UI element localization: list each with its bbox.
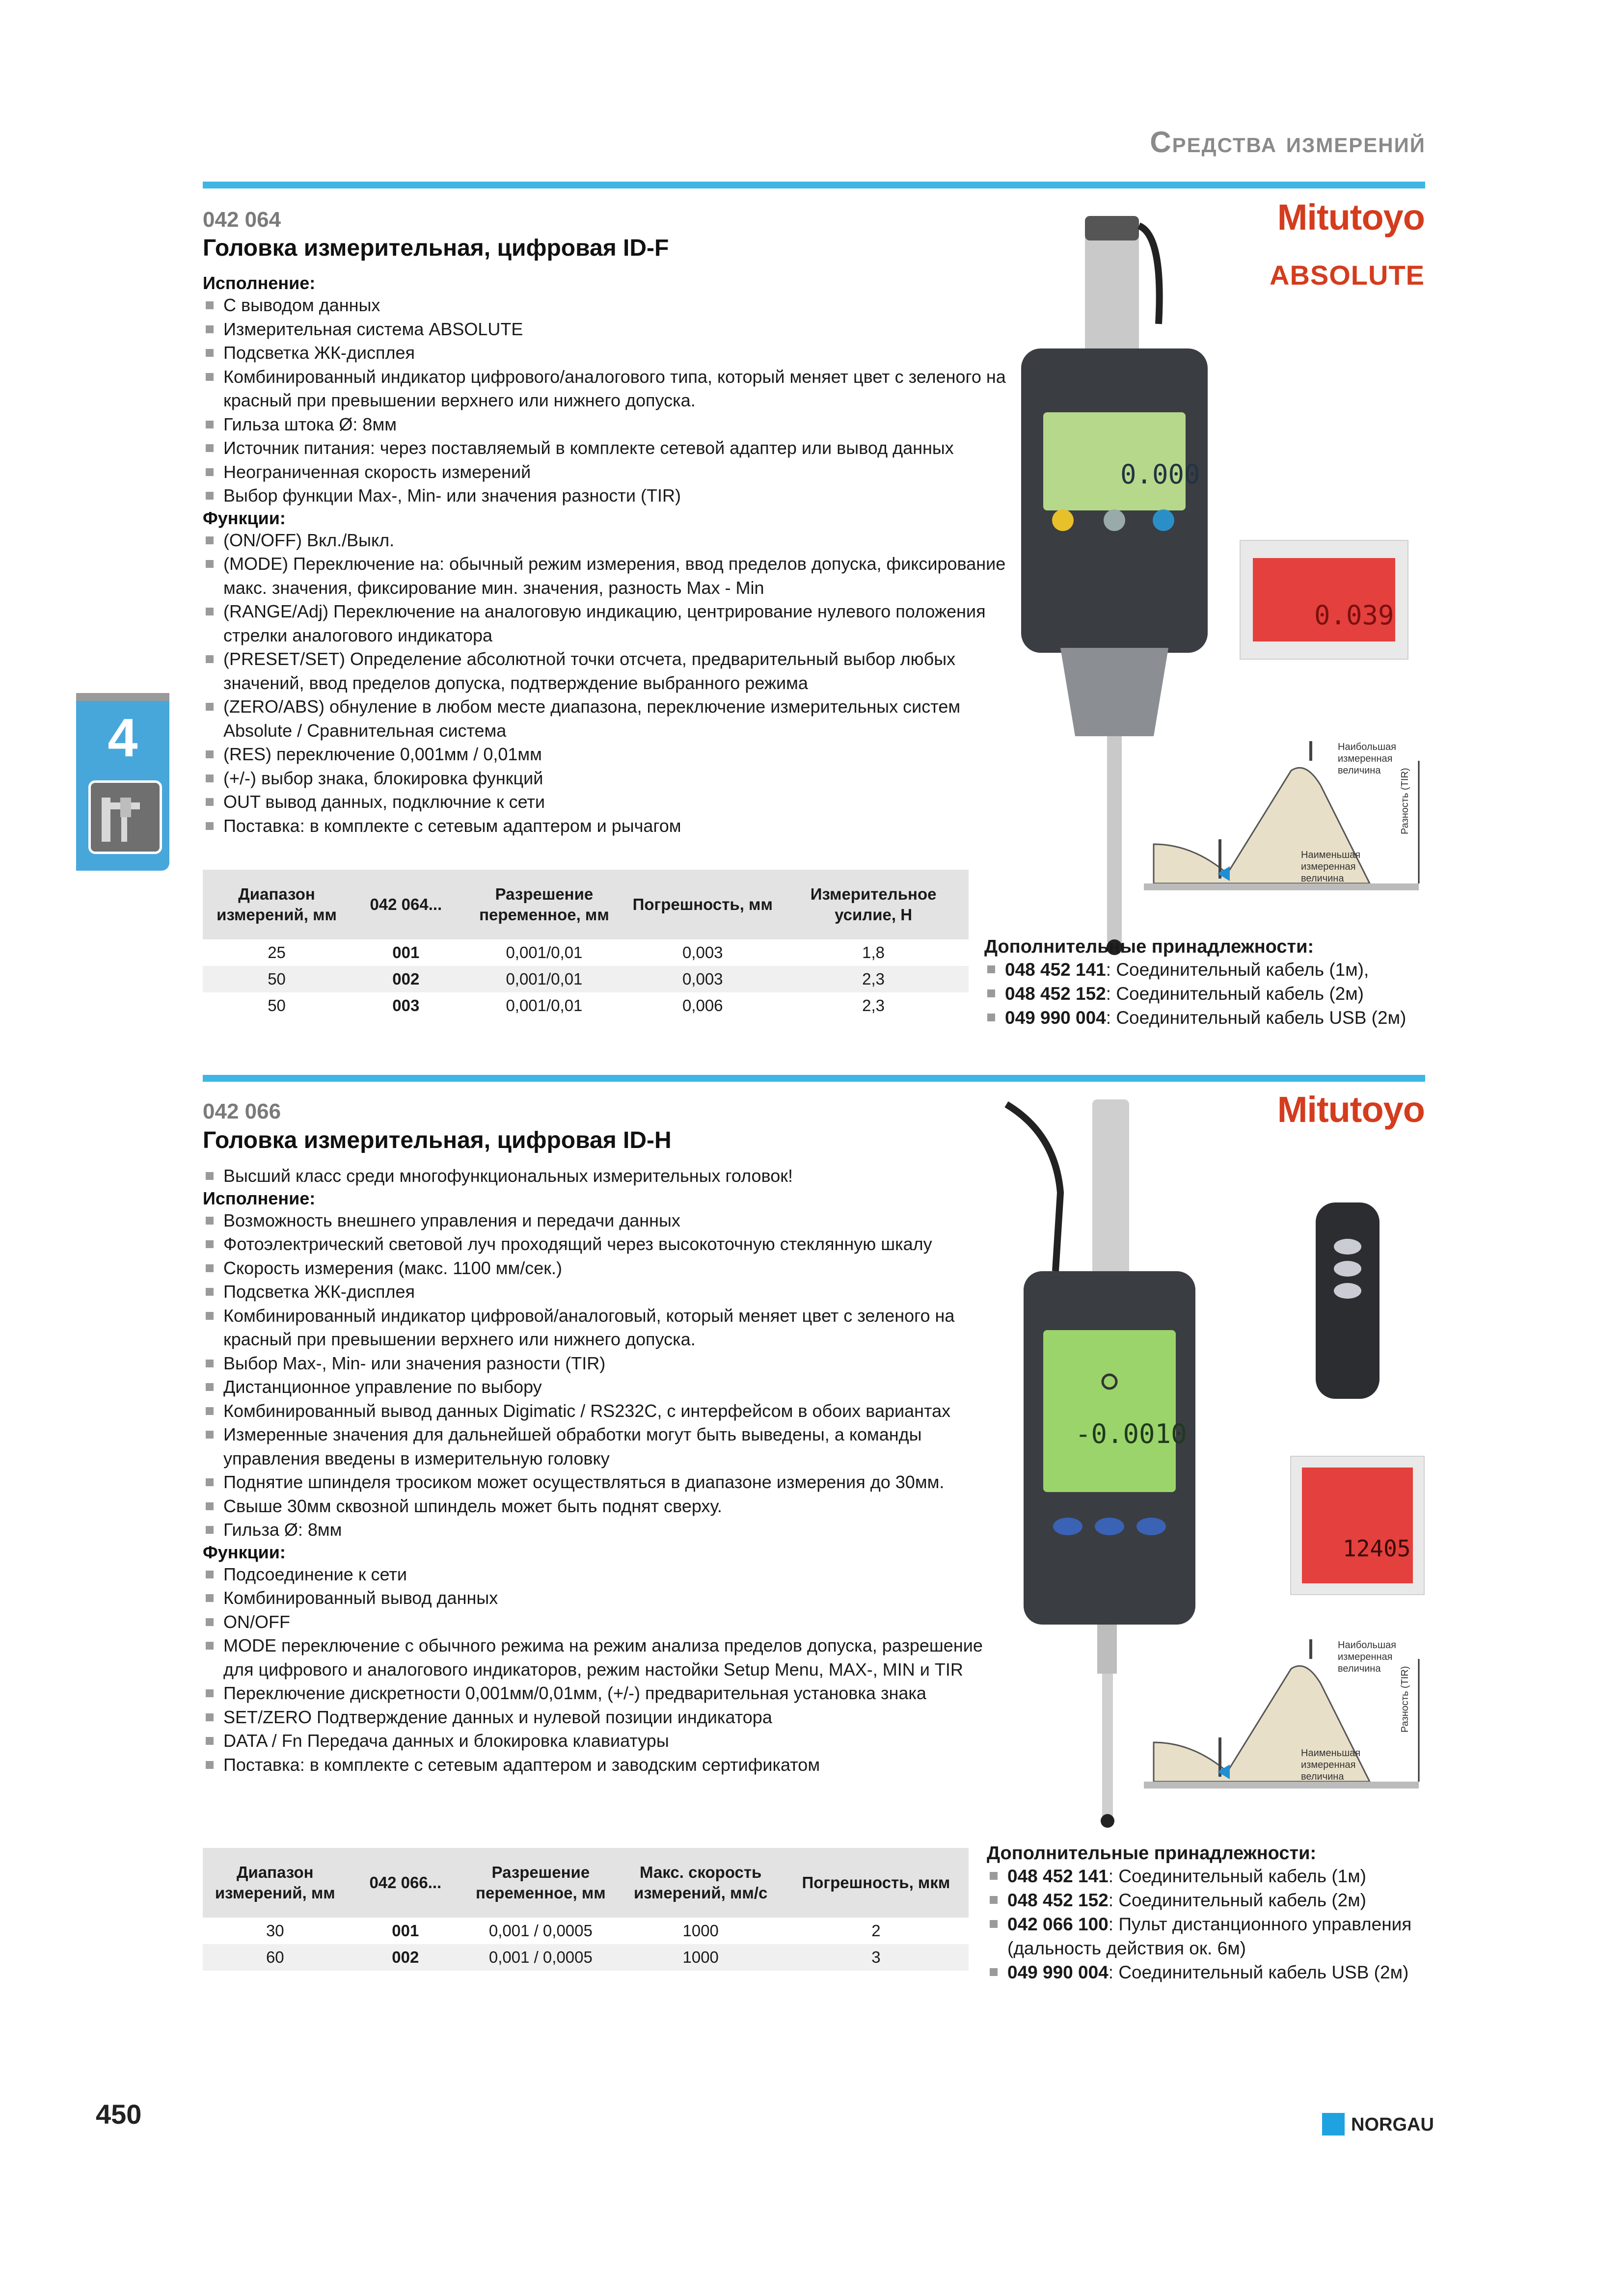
table-cell: 0,001 / 0,0005: [488, 1922, 593, 1940]
accessories-heading: Дополнительные принадлежности:: [987, 1843, 1317, 1864]
top-rule: [203, 182, 1425, 188]
list-item: Поднятие шпинделя тросиком может осуществляться в диапазоне измерения до 30мм.: [203, 1470, 1008, 1495]
table-cell: 0,003: [627, 966, 778, 992]
norgau-logo-square: [1322, 2113, 1345, 2136]
list-item: Комбинированный индикатор цифрового/аналогового типа, который меняет цвет с зеленого на красный при превышении верхнего или нижнего допуска.: [203, 365, 1008, 413]
list-item: MODE переключение с обычного режима на режим анализа пределов допуска, разрешение для цифрового и аналогового индикаторов, режим настойки Setup Menu, MAX-, MIN и TIR: [203, 1634, 1008, 1682]
list-item: Выбор функции Max-, Min- или значения разности (TIR): [203, 484, 1008, 508]
list-item: (RANGE/Adj) Переключение на аналоговую индикацию, центрирование нулевого положения стрелки аналогового индикатора: [203, 600, 1008, 647]
list-item: Дистанционное управление по выбору: [203, 1375, 1008, 1399]
list-item: (RES) переключение 0,001мм / 0,01мм: [203, 743, 1008, 767]
list-item: Гильза Ø: 8мм: [203, 1518, 1008, 1542]
mitutoyo-logo: Mitutoyo: [1277, 197, 1425, 238]
table-row: [203, 992, 969, 1019]
max-label: Наибольшая измеренная величина: [1338, 742, 1396, 776]
table-cell: 3: [784, 1944, 969, 1971]
table-cell: 0,001 / 0,0005: [463, 1944, 618, 1971]
list-item: OUT вывод данных, подключние к сети: [203, 790, 1008, 814]
table-header: 042 066...: [348, 1848, 463, 1918]
execution-list: [203, 1209, 1008, 1542]
tir-label: Разность (TIR): [1400, 768, 1410, 834]
list-item: Измерительная система ABSOLUTE: [203, 318, 1008, 342]
list-item: Комбинированный вывод данных: [203, 1586, 1008, 1610]
functions-heading: Функции:: [203, 507, 286, 528]
accessory-item: 048 452 152: Соединительный кабель (2м): [984, 982, 1426, 1006]
table-cell: 0,001/0,01: [461, 966, 627, 992]
list-item: Поставка: в комплекте с сетевым адаптером и заводским сертификатом: [203, 1753, 1008, 1777]
functions-heading: Функции:: [203, 1542, 286, 1562]
table-header: Диапазон измерений, мм: [203, 1848, 348, 1918]
list-item: Скорость измерения (макс. 1100 мм/сек.): [203, 1256, 1008, 1281]
table-cell: 2,3: [862, 996, 885, 1015]
list-item: Фотоэлектрический световой луч проходящий через высокоточную стеклянную шкалу: [203, 1232, 1008, 1256]
table-header: Погрешность, мм: [627, 870, 778, 939]
list-item: (PRESET/SET) Определение абсолютной точки отсчета, предварительный выбор любых значений, ввод пределов допуска, подтверждение выбранного режима: [203, 647, 1008, 695]
functions-list: [203, 1563, 1008, 1777]
red-display-value: 0.039: [1314, 600, 1394, 631]
accessory-item: 048 452 141: Соединительный кабель (1м): [987, 1864, 1429, 1888]
table-header: Макс. скорость измерений, мм/с: [618, 1848, 784, 1918]
red-display-value: 12405: [1343, 1535, 1411, 1562]
list-item: Подсоединение к сети: [203, 1563, 1008, 1587]
table-cell: 0,006: [682, 996, 723, 1015]
chapter-number: 4: [108, 708, 138, 768]
caliper-icon: [88, 780, 162, 854]
functions-list: [203, 529, 1008, 838]
table-row: [203, 939, 969, 966]
table-row: [203, 1944, 969, 1971]
product1-accessories: [984, 936, 1426, 1030]
list-item: Источник питания: через поставляемый в комплекте сетевой адаптер или вывод данных: [203, 436, 1008, 460]
product2-red-display: [1290, 1456, 1425, 1595]
list-item: Измеренные значения для дальнейшей обработки могут быть выведены, а команды управления введены в измерительную головку: [203, 1423, 1008, 1470]
table-cell: 003: [392, 996, 420, 1015]
product2-spec-table: [203, 1848, 969, 1971]
table-header: Погрешность, мкм: [784, 1848, 969, 1918]
accessory-item: 048 452 141: Соединительный кабель (1м),: [984, 958, 1426, 982]
list-item: Выбор Max-, Min- или значения разности (TIR): [203, 1352, 1008, 1376]
list-item: Поставка: в комплекте с сетевым адаптером и рычагом: [203, 814, 1008, 838]
product1-code: 042 064: [203, 208, 281, 232]
table-cell: 50: [268, 996, 286, 1015]
list-item: С выводом данных: [203, 294, 1008, 318]
red-screen: [1302, 1468, 1413, 1583]
execution-heading: Исполнение:: [203, 273, 316, 293]
table-cell: 1000: [618, 1944, 784, 1971]
table-cell: 1000: [682, 1922, 719, 1940]
list-item: Комбинированный вывод данных Digimatic / RS232C, с интерфейсом в обоих вариантах: [203, 1399, 1008, 1423]
product2-description: [203, 1164, 1008, 1777]
product1-spec-table: [203, 870, 969, 1019]
accessory-item: 048 452 152: Соединительный кабель (2м): [987, 1888, 1429, 1912]
table-cell: 0,003: [682, 943, 723, 961]
table-header: Разрешение переменное, мм: [461, 870, 627, 939]
table-cell: 60: [203, 1944, 348, 1971]
list-item: Подсветка ЖК-дисплея: [203, 341, 1008, 365]
accessory-item: 042 066 100: Пульт дистанционного управления (дальность действия ок. 6м): [987, 1912, 1429, 1960]
min-label: Наименьшая измеренная величина: [1301, 850, 1361, 884]
execution-heading: Исполнение:: [203, 1188, 316, 1208]
table-cell: 25: [268, 943, 286, 961]
list-item: Неограниченная скорость измерений: [203, 460, 1008, 484]
table-row: [203, 1918, 969, 1944]
accessory-item: 049 990 004: Соединительный кабель USB (2м): [987, 1960, 1429, 1984]
list-item: Гильза штока Ø: 8мм: [203, 413, 1008, 437]
list-item: (ON/OFF) Вкл./Выкл.: [203, 529, 1008, 553]
table-cell: 002: [351, 966, 461, 992]
list-item: (+/-) выбор знака, блокировка функций: [203, 767, 1008, 791]
table-row: [203, 966, 969, 992]
norgau-logo-text: NORGAU: [1351, 2114, 1434, 2135]
table-header: Измерительное усилие, Н: [778, 870, 969, 939]
chapter-tab-strip: [76, 693, 169, 701]
table-header: Диапазон измерений, мм: [203, 870, 351, 939]
product2-title: Головка измерительная, цифровая ID-H: [203, 1127, 672, 1153]
table-cell: 30: [266, 1922, 284, 1940]
product2-tir-diagram: [1144, 1629, 1429, 1826]
table-cell: 001: [392, 1922, 419, 1940]
list-item: Возможность внешнего управления и передачи данных: [203, 1209, 1008, 1233]
table-cell: 2,3: [778, 966, 969, 992]
product1-description: [203, 273, 1008, 838]
section-rule: [203, 1075, 1425, 1082]
table-cell: 001: [392, 943, 420, 961]
product1-tir-diagram: [1144, 731, 1429, 928]
table-cell: 0,001/0,01: [506, 943, 583, 961]
product2-code: 042 066: [203, 1099, 281, 1123]
list-item: DATA / Fn Передача данных и блокировка клавиатуры: [203, 1729, 1008, 1753]
max-label: Наибольшая измеренная величина: [1338, 1640, 1396, 1674]
table-header: Разрешение переменное, мм: [463, 1848, 618, 1918]
list-item: Переключение дискретности 0,001мм/0,01мм, (+/-) предварительная установка знака: [203, 1682, 1008, 1706]
table-cell: 002: [348, 1944, 463, 1971]
mitutoyo-logo: Mitutoyo: [1277, 1089, 1425, 1130]
tir-label: Разность (TIR): [1400, 1666, 1410, 1733]
product1-title: Головка измерительная, цифровая ID-F: [203, 235, 669, 261]
table-cell: 0,001/0,01: [506, 996, 583, 1015]
table-cell: 50: [203, 966, 351, 992]
product1-red-display: [1240, 540, 1408, 660]
table-cell: 2: [871, 1922, 881, 1940]
list-item: Подсветка ЖК-дисплея: [203, 1280, 1008, 1304]
list-item: SET/ZERO Подтверждение данных и нулевой позиции индикатора: [203, 1706, 1008, 1730]
product2-accessories: [987, 1843, 1429, 1984]
execution-list: [203, 294, 1008, 508]
list-item: ON/OFF: [203, 1610, 1008, 1634]
product2-lcd-value: -0.0010: [1075, 1418, 1187, 1449]
table-header: 042 064...: [351, 870, 461, 939]
list-item: (MODE) Переключение на: обычный режим измерения, ввод пределов допуска, фиксирование макс. значения, фиксирование мин. значения, разность Max - Min: [203, 552, 1008, 600]
page-number: 450: [96, 2099, 142, 2130]
absolute-logo: ABSOLUTE: [1270, 260, 1425, 291]
list-item: Комбинированный индикатор цифровой/аналоговый, который меняет цвет с зеленого на красный при превышении верхнего или нижнего допуска.: [203, 1304, 1008, 1352]
list-item: Свыше 30мм сквозной шпиндель может быть поднят сверху.: [203, 1495, 1008, 1519]
list-item: (ZERO/ABS) обнуление в любом месте диапазона, переключение измерительных систем Absolute / Сравнительная система: [203, 695, 1008, 743]
section-title: Средства измерений: [1150, 126, 1426, 159]
product1-lcd-value: 0.000: [1120, 459, 1200, 490]
accessory-item: 049 990 004: Соединительный кабель USB (2м): [984, 1006, 1426, 1030]
min-label: Наименьшая измеренная величина: [1301, 1748, 1361, 1782]
accessories-heading: Дополнительные принадлежности:: [984, 936, 1314, 957]
list-item: Высший класс среди многофункциональных измерительных головок!: [203, 1164, 1008, 1188]
remote-control-image: [1311, 1202, 1384, 1399]
table-cell: 1,8: [862, 943, 885, 961]
